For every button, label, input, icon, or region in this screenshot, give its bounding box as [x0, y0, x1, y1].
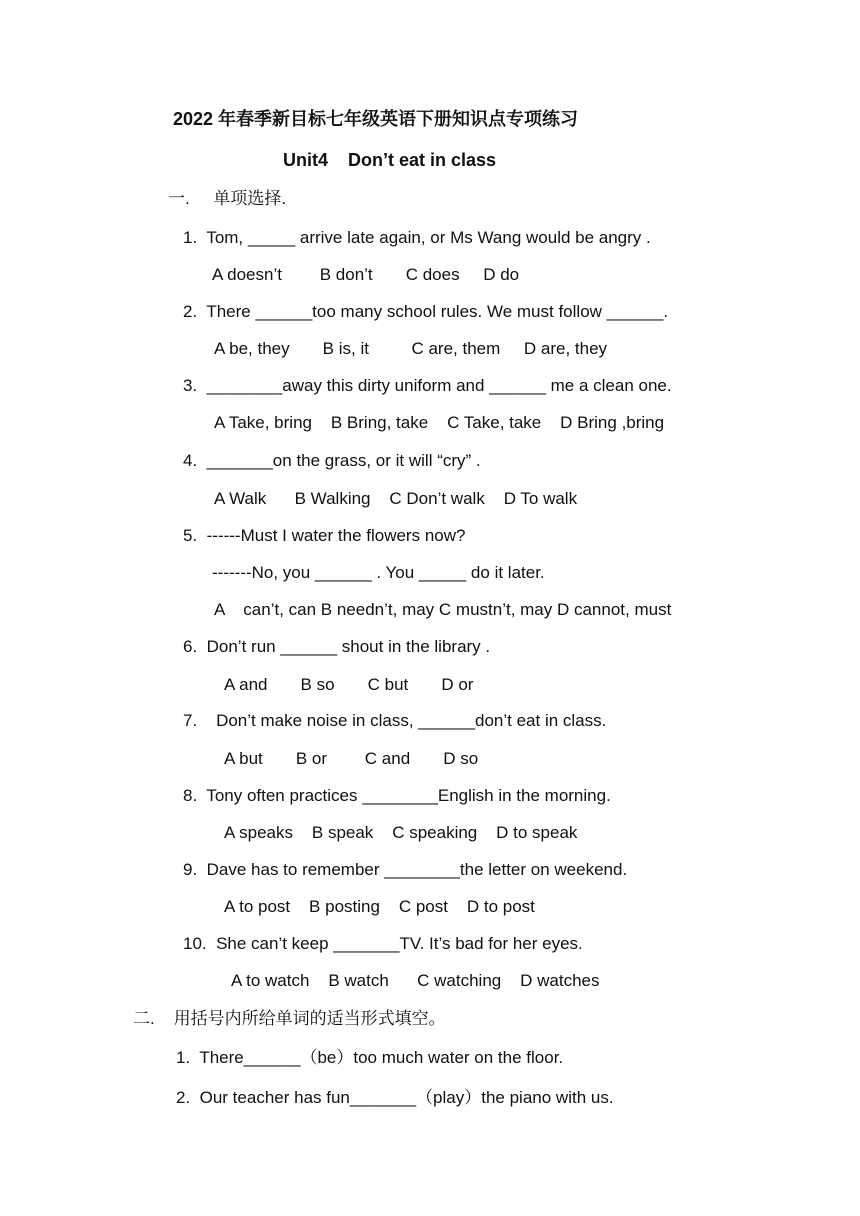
question-8: 8. Tony often practices ________English in the morning.	[183, 786, 611, 805]
question-7-options: A but B or C and D so	[224, 749, 479, 768]
question-10: 10. She can’t keep _______TV. It’s bad for her eyes.	[183, 934, 583, 953]
page-title: 2022 年春季新目标七年级英语下册知识点专项练习	[173, 109, 579, 129]
section-2-heading: 二. 用括号内所给单词的适当形式填空。	[133, 1009, 446, 1028]
question-9-options: A to post B posting C post D to post	[224, 897, 535, 916]
question-2-options: A be, they B is, it C are, them D are, they	[214, 339, 608, 358]
question-1: 1. Tom, _____ arrive late again, or Ms Wang would be angry .	[183, 228, 651, 247]
question-5-options: A can’t, can B needn’t, may C mustn’t, may D cannot, must	[214, 600, 672, 619]
fill-question-2: 2. Our teacher has fun_______（play）the piano with us.	[176, 1088, 614, 1107]
question-4: 4. _______on the grass, or it will “cry” .	[183, 451, 481, 470]
question-7: 7. Don’t make noise in class, ______don’t eat in class.	[183, 711, 607, 730]
question-1-options: A doesn’t B don’t C does D do	[212, 265, 520, 284]
question-2: 2. There ______too many school rules. We must follow ______.	[183, 302, 669, 321]
unit-title: Unit4 Don’t eat in class	[283, 150, 497, 170]
question-3-options: A Take, bring B Bring, take C Take, take D Bring ,bring	[214, 413, 665, 432]
section-1-heading: 一. 单项选择.	[168, 189, 287, 208]
question-3: 3. ________away this dirty uniform and ______ me a clean one.	[183, 376, 672, 395]
question-5: 5. ------Must I water the flowers now?	[183, 526, 466, 545]
question-10-options: A to watch B watch C watching D watches	[231, 971, 600, 990]
question-5-response: -------No, you ______ . You _____ do it later.	[212, 563, 545, 582]
question-9: 9. Dave has to remember ________the letter on weekend.	[183, 860, 628, 879]
question-6: 6. Don’t run ______ shout in the library .	[183, 637, 491, 656]
fill-question-1: 1. There______（be）too much water on the floor.	[176, 1048, 564, 1067]
question-8-options: A speaks B speak C speaking D to speak	[224, 823, 578, 842]
question-6-options: A and B so C but D or	[224, 675, 474, 694]
question-4-options: A Walk B Walking C Don’t walk D To walk	[214, 489, 578, 508]
